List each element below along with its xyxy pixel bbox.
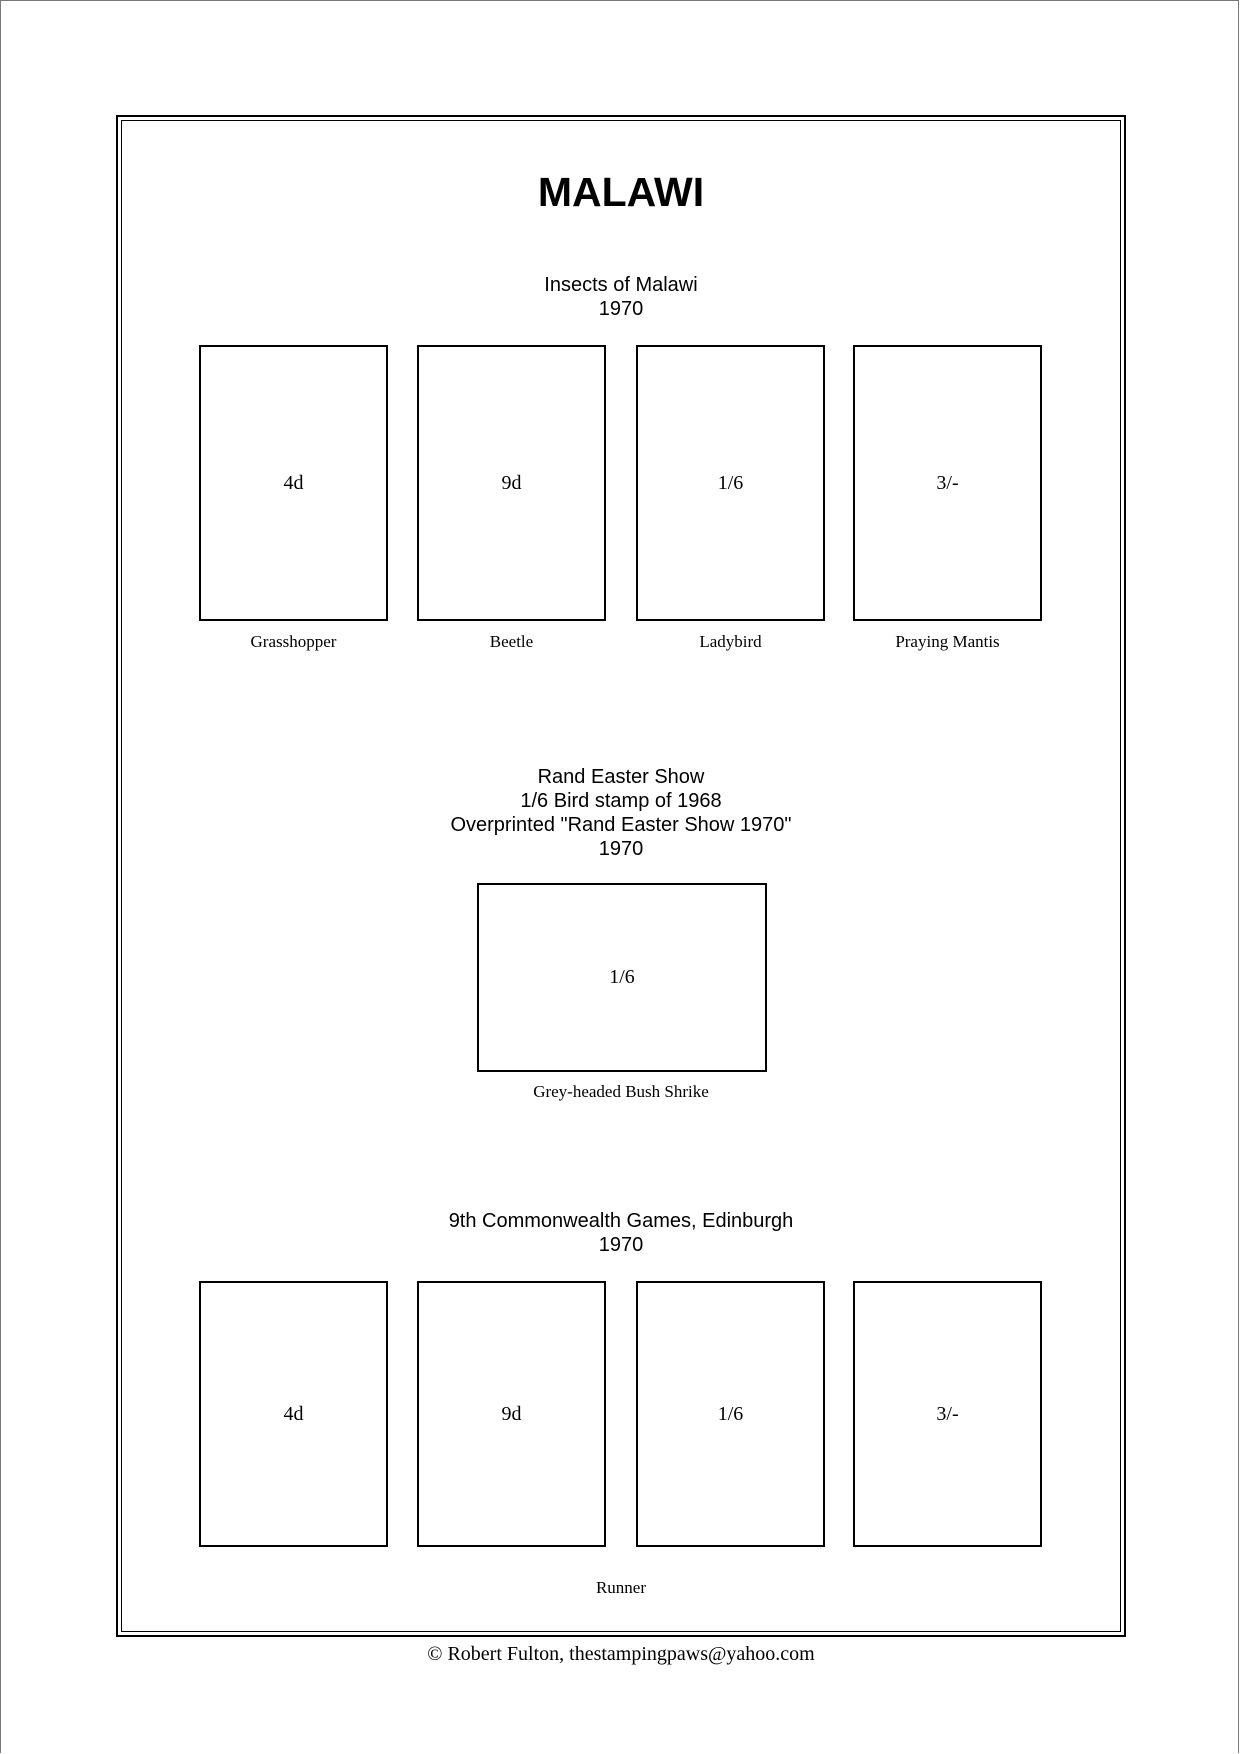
section-heading-line: Overprinted "Rand Easter Show 1970" xyxy=(450,814,792,836)
stamp-caption: Beetle xyxy=(489,632,534,651)
section-heading-rand-easter-show xyxy=(121,765,1121,861)
stamp-box xyxy=(636,345,825,621)
stamp-value: 4d xyxy=(283,1402,304,1425)
section-heading-line: Rand Easter Show xyxy=(537,766,705,788)
stamp-value: 9d xyxy=(501,1402,522,1425)
section-heading-line: 1970 xyxy=(598,838,644,860)
stamp-box xyxy=(853,1281,1042,1547)
stamp-caption: Praying Mantis xyxy=(895,632,1000,651)
stamp-value: 1/6 xyxy=(717,471,744,494)
stamp-caption: Grasshopper xyxy=(250,632,337,651)
stamp-value: 3/- xyxy=(936,1402,959,1425)
section-heading-commonwealth-games xyxy=(121,1209,1121,1257)
stamp-box xyxy=(199,1281,388,1547)
stamp-caption: Runner xyxy=(595,1578,647,1597)
section-heading-line: 1970 xyxy=(598,1234,644,1256)
stamp-value: 4d xyxy=(283,471,304,494)
section-heading-line: 1/6 Bird stamp of 1968 xyxy=(520,790,722,812)
stamp-value: 3/- xyxy=(936,471,959,494)
stamp-box xyxy=(417,345,606,621)
copyright-footer: © Robert Fulton, thestampingpaws@yahoo.com xyxy=(427,1643,815,1665)
section-heading-insects xyxy=(121,273,1121,321)
stamp-value: 1/6 xyxy=(609,966,635,988)
stamp-box xyxy=(199,345,388,621)
section-heading-line: Insects of Malawi xyxy=(544,274,698,296)
section-heading-line: 1970 xyxy=(598,298,644,320)
section-heading-line: 9th Commonwealth Games, Edinburgh xyxy=(448,1210,794,1232)
stamp-caption: Grey-headed Bush Shrike xyxy=(533,1082,709,1101)
stamp-value: 9d xyxy=(501,471,522,494)
stamp-box xyxy=(853,345,1042,621)
page-title: MALAWI xyxy=(537,169,705,215)
stamp-box xyxy=(417,1281,606,1547)
stamp-value: 1/6 xyxy=(717,1402,744,1425)
stamp-box xyxy=(477,883,767,1072)
stamp-box xyxy=(636,1281,825,1547)
stamp-caption: Ladybird xyxy=(699,632,762,651)
